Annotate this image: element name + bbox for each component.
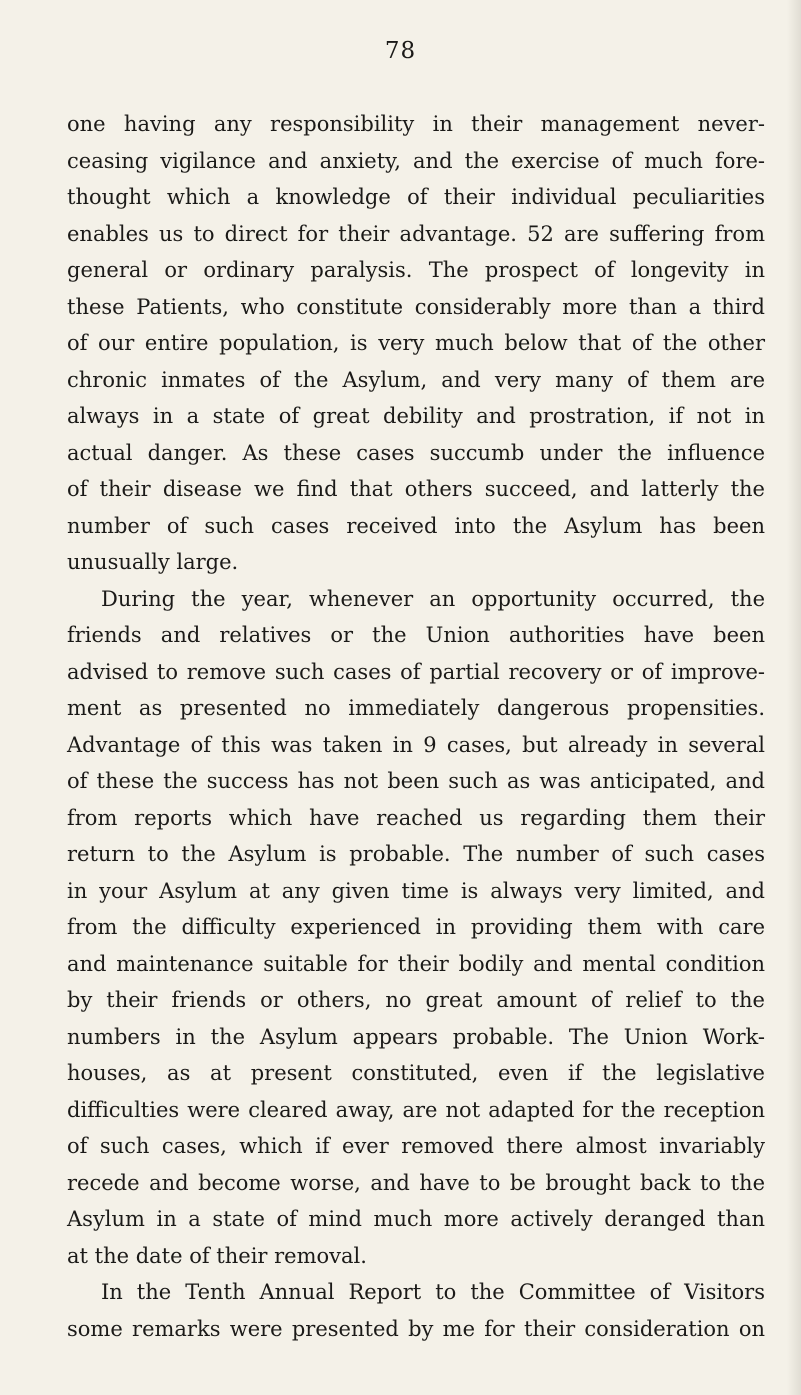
text-line: thought which a knowledge of their individual peculiarities [67, 185, 765, 209]
page-edge-shadow [787, 0, 801, 1395]
text-line: In the Tenth Annual Report to the Committee of Visitors [101, 1280, 765, 1304]
text-line: chronic inmates of the Asylum, and very many of them are [67, 367, 765, 392]
text-line: houses, as at present constituted, even if the legislative [67, 1061, 765, 1085]
text-line: some remarks were presented by me for their consideration on [67, 1316, 765, 1341]
text-line: at the date of their removal. [67, 1243, 367, 1268]
text-line: from the difficulty experienced in providing them with care [67, 915, 765, 939]
text-line: and maintenance suitable for their bodily and mental condition [67, 951, 765, 976]
text-line: actual danger. As these cases succumb under the influence [67, 440, 765, 465]
text-line: Advantage of this was taken in 9 cases, but already in several [67, 732, 765, 757]
text-line: enables us to direct for their advantage. 52 are suffering from [67, 221, 765, 246]
text-line: difficulties were cleared away, are not adapted for the reception [67, 1097, 765, 1122]
text-line: from reports which have reached us regarding them their [67, 805, 765, 830]
text-line: ceasing vigilance and anxiety, and the exercise of much fore- [67, 148, 765, 173]
text-line: Asylum in a state of mind much more actively deranged than [67, 1207, 765, 1231]
text-line: numbers in the Asylum appears probable. The Union Work- [67, 1024, 765, 1049]
text-line: by their friends or others, no great amount of relief to the [67, 988, 765, 1012]
text-line: in your Asylum at any given time is always very limited, and [67, 878, 765, 903]
text-line: number of such cases received into the Asylum has been [67, 513, 765, 538]
text-line: of such cases, which if ever removed there almost invariably [67, 1134, 765, 1158]
text-line: unusually large. [67, 550, 239, 574]
text-line: recede and become worse, and have to be brought back to the [67, 1170, 765, 1195]
text-line: ment as presented no immediately dangerous propensities. [67, 696, 765, 720]
text-line: of their disease we find that others succeed, and latterly the [67, 477, 765, 501]
text-line: these Patients, who constitute considerably more than a third [67, 294, 765, 319]
text-line: one having any responsibility in their management never- [67, 112, 765, 136]
text-line: always in a state of great debility and prostration, if not in [67, 404, 765, 428]
text-line: general or ordinary paralysis. The prospect of longevity in [67, 258, 765, 282]
page-number: 78 [384, 38, 417, 64]
body-text [67, 106, 765, 1347]
text-line: return to the Asylum is probable. The number of such cases [67, 842, 765, 866]
text-line: advised to remove such cases of partial recovery or of improve- [67, 659, 765, 684]
text-line: friends and relatives or the Union authorities have been [67, 623, 765, 647]
text-line: During the year, whenever an opportunity occurred, the [101, 586, 765, 611]
text-line: of these the success has not been such as was anticipated, and [67, 769, 765, 793]
text-line: of our entire population, is very much below that of the other [67, 331, 765, 355]
